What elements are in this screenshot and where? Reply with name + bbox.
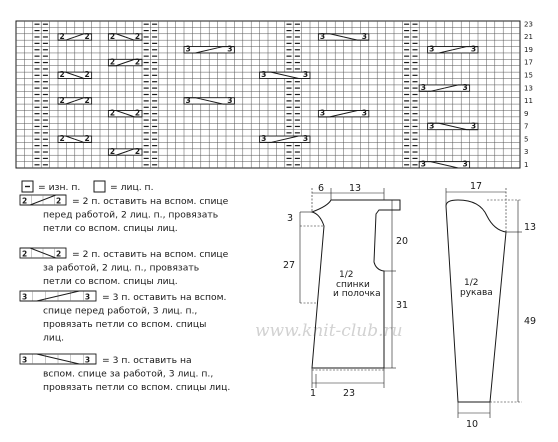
chart-cable-label: 2 (84, 95, 90, 105)
body-schematic (283, 183, 408, 399)
dim-label-neck: 6 (318, 183, 325, 194)
chart-row-number: 23 (524, 20, 533, 29)
chart-cable-label: 3 (227, 44, 233, 54)
legend-cable-text: петли со вспом. спицы лиц. (43, 276, 178, 287)
chart-row-number: 17 (524, 58, 533, 67)
legend-cable-text: провязать петли со вспом. спицы (43, 319, 207, 330)
chart-cable-label: 2 (109, 31, 116, 41)
chart-cable-label: 2 (59, 31, 65, 41)
chart-cable-label: 2 (134, 31, 141, 41)
body-label-back: спинки (336, 280, 370, 290)
legend-cable-label: 2 (22, 249, 28, 259)
legend-cable-label: 2 (56, 249, 62, 259)
sleeve-dim-label-length: 49 (524, 316, 537, 327)
legend-cable-text: лиц. (43, 332, 65, 344)
chart-cable-label: 3 (462, 159, 468, 169)
legend-cable-item (20, 291, 226, 344)
legend-cable-label: 3 (84, 355, 91, 365)
legend-purl-text: = изн. п. (38, 182, 81, 193)
chart-row-number: 21 (524, 33, 533, 42)
legend-cable-text: = 2 п. оставить на вспом. спице (72, 249, 229, 260)
dim-label-bottom: 23 (343, 388, 356, 399)
legend-cable-text: = 2 п. оставить на вспом. спице (72, 196, 229, 207)
chart-cable-label: 3 (319, 108, 326, 118)
chart-cable-label: 3 (302, 134, 309, 144)
legend-knit (94, 181, 153, 193)
legend-cable-text: спице перед работой, 3 лиц. п., (43, 305, 198, 317)
chart-cable-label: 3 (227, 95, 233, 105)
knit-symbol-icon (94, 181, 105, 192)
legend-cable-text: петли со вспом. спицы лиц. (43, 223, 178, 234)
chart-row-number: 9 (524, 109, 529, 118)
chart-grid (16, 21, 520, 168)
dim-label-left: 27 (283, 260, 296, 271)
chart-cable-label: 2 (84, 70, 90, 80)
legend-cable-text: провязать петли со вспом. спицы лиц. (43, 382, 231, 393)
legend-cable-text: вспом. спице за работой, 3 лиц. п., (43, 368, 214, 380)
chart-row-number: 1 (524, 161, 529, 169)
sleeve-dim-label-bottom: 10 (466, 419, 479, 430)
sleeve-outline (446, 200, 506, 402)
body-label-fraction: 1/2 (339, 270, 354, 280)
legend-cable-text: = 3 п. оставить на (102, 355, 192, 366)
dim-label-shoulder: 13 (349, 183, 362, 194)
chart-row-numbers (524, 20, 533, 169)
chart-cable-label: 3 (429, 121, 435, 131)
sleeve-schematic (446, 181, 536, 430)
legend-cable-item (20, 354, 230, 393)
chart-cable-label: 2 (59, 70, 65, 80)
chart-row-number: 11 (524, 97, 533, 106)
dim-label-bottom-left: 1 (310, 388, 317, 399)
sleeve-label-name: рукава (460, 288, 493, 298)
legend-cable-label: 2 (56, 196, 62, 206)
chart-cable-label: 3 (261, 70, 267, 80)
symbol-legend (20, 181, 230, 393)
chart-cable-label: 3 (261, 134, 267, 144)
chart-cable-label: 3 (185, 44, 191, 54)
chart-cable-label: 3 (420, 83, 426, 93)
chart-cable-label: 2 (84, 31, 90, 41)
chart-cable-label: 2 (59, 95, 65, 105)
body-label-front: и полочка (333, 289, 381, 299)
chart-cable-label: 3 (420, 159, 426, 169)
legend-cable-items (20, 195, 230, 393)
chart-cable-label: 2 (134, 146, 141, 156)
chart-cable-label: 3 (470, 121, 477, 131)
chart-cable-label: 2 (109, 57, 116, 67)
chart-cable-label: 2 (134, 57, 141, 67)
dim-label-right-top: 20 (396, 236, 409, 247)
legend-cable-label: 3 (84, 292, 91, 302)
legend-cable-text: перед работой, 2 лиц. п., провязать (43, 209, 219, 221)
chart-cable-label: 2 (109, 146, 116, 156)
sleeve-dim-label-top: 17 (470, 181, 483, 192)
chart-cable-label: 2 (84, 134, 90, 144)
cable-chart (16, 20, 533, 169)
chart-cable-label: 3 (361, 31, 367, 41)
chart-cable-label: 3 (470, 44, 477, 54)
chart-row-number: 19 (524, 45, 533, 54)
chart-row-number: 15 (524, 71, 533, 80)
legend-cable-item (20, 248, 229, 287)
dim-label-right-bottom: 31 (396, 300, 409, 311)
chart-cable-label: 3 (319, 31, 326, 41)
watermark: www.knit-club.ru (255, 321, 403, 341)
chart-cable-label: 3 (429, 44, 435, 54)
legend-cable-text: = 3 п. оставить на вспом. (102, 292, 227, 303)
chart-row-number: 7 (524, 122, 529, 131)
legend-cable-item (20, 195, 229, 234)
legend-cable-label: 3 (22, 292, 28, 302)
chart-cable-label: 3 (302, 70, 309, 80)
legend-purl (22, 181, 80, 193)
chart-cable-label: 3 (185, 95, 191, 105)
chart-row-number: 3 (524, 148, 529, 157)
chart-row-number: 5 (524, 135, 529, 144)
sleeve-dim-label-cap: 13 (524, 222, 537, 233)
chart-cable-label: 2 (59, 134, 65, 144)
chart-cable-label: 3 (361, 108, 367, 118)
sleeve-label-fraction: 1/2 (464, 278, 479, 288)
chart-cable-label: 3 (462, 83, 468, 93)
chart-cable-label: 2 (109, 108, 116, 118)
legend-knit-text: = лиц. п. (110, 182, 154, 193)
legend-cable-text: за работой, 2 лиц. п., провязать (43, 262, 200, 274)
legend-cable-label: 2 (22, 196, 28, 206)
dim-label-neck-depth: 3 (287, 213, 294, 224)
chart-row-number: 13 (524, 84, 533, 93)
chart-cable-label: 2 (134, 108, 141, 118)
legend-cable-label: 3 (22, 355, 28, 365)
